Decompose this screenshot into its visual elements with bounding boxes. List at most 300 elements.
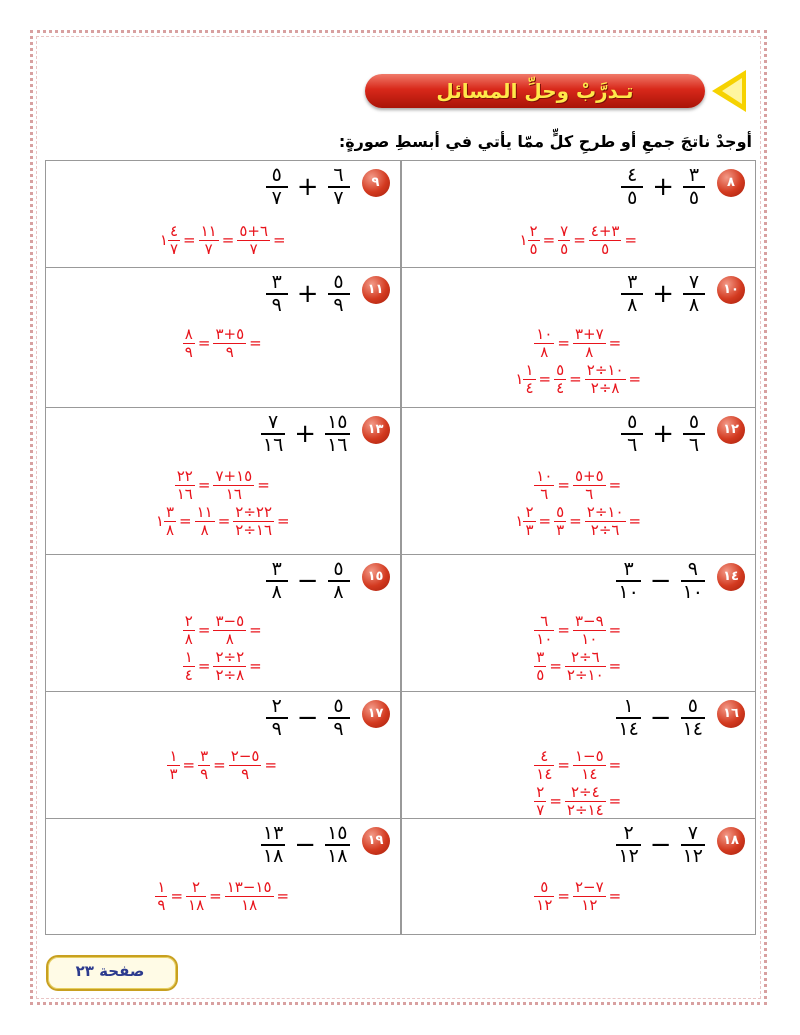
solution-line — [514, 504, 642, 538]
problem-cell — [401, 819, 757, 935]
mixed-number — [514, 504, 535, 538]
answer-fraction — [528, 223, 540, 257]
numerator: ١٠ — [536, 325, 553, 343]
mixed-number — [514, 362, 535, 396]
answer-fraction — [167, 748, 179, 782]
operator-sign: − — [296, 565, 319, 596]
numerator: ٨ — [184, 325, 193, 343]
equals-sign: = — [538, 512, 552, 530]
denominator: ٥ — [601, 239, 610, 258]
equals-sign: = — [264, 756, 278, 774]
numerator: ٢ — [525, 503, 534, 521]
answer-fraction — [554, 504, 566, 538]
numerator: ٩ — [687, 558, 698, 580]
denominator: ٤ — [556, 378, 565, 397]
answer-fraction — [233, 504, 274, 538]
solution-line — [183, 649, 263, 683]
denominator: ٥ — [560, 239, 569, 258]
numerator: ٥ — [688, 411, 700, 433]
answer-fraction — [168, 223, 180, 257]
equals-sign: = — [170, 887, 184, 905]
equals-sign: = — [608, 621, 622, 639]
operator-sign: − — [649, 829, 672, 860]
answer-fraction — [183, 326, 195, 360]
numerator: ١ — [525, 361, 534, 379]
answer-fraction — [585, 362, 626, 396]
denominator: ٨ — [184, 629, 193, 648]
equals-sign: = — [628, 370, 642, 388]
operand-fraction — [683, 412, 705, 456]
denominator: ١٠ — [536, 629, 553, 648]
denominator: ١٨ — [241, 895, 258, 914]
denominator: ٩ — [333, 717, 344, 740]
denominator: ٨ — [540, 342, 549, 361]
numerator: ١ — [157, 878, 166, 896]
numerator: ٢٢ — [176, 467, 193, 485]
equals-sign: = — [277, 512, 290, 530]
problems-grid — [45, 160, 756, 935]
solution-line — [534, 649, 622, 683]
solution-steps — [46, 326, 400, 362]
denominator: ٨ — [627, 293, 638, 316]
answer-fraction — [237, 223, 270, 257]
denominator: ١٤ — [581, 764, 598, 783]
operator-sign: − — [649, 565, 672, 596]
answer-fraction — [213, 613, 246, 647]
answer-fraction — [229, 748, 262, 782]
denominator: ١٠÷٢ — [566, 665, 604, 684]
denominator: ٥ — [529, 239, 538, 258]
problem-cell — [45, 268, 401, 408]
numerator: ٤ — [540, 747, 549, 765]
equals-sign: = — [608, 756, 622, 774]
numerator: ٢٢÷٢ — [235, 503, 273, 521]
numerator: ٥ — [627, 411, 638, 433]
denominator: ٩ — [200, 764, 209, 783]
equals-sign: = — [557, 887, 570, 905]
equals-sign: = — [608, 887, 622, 905]
numerator: ٣ — [688, 164, 700, 186]
numerator: ٦÷٢ — [570, 648, 600, 666]
denominator: ٧ — [536, 800, 545, 819]
answer-fraction — [534, 649, 546, 683]
solution-line — [534, 468, 622, 502]
equals-sign: = — [249, 657, 262, 675]
denominator: ٥ — [627, 186, 638, 209]
denominator: ١٤ — [682, 717, 703, 740]
operand-fraction — [266, 272, 288, 316]
answer-fraction — [573, 613, 606, 647]
answer-fraction — [558, 223, 570, 257]
solution-steps — [402, 879, 756, 915]
answer-fraction — [573, 468, 606, 502]
equals-sign: = — [608, 476, 622, 494]
operand-fraction — [328, 272, 350, 316]
numerator: ٥ — [687, 695, 698, 717]
answer-fraction — [534, 879, 554, 913]
solution-steps — [46, 613, 400, 685]
problem-number-badge: ١٦ — [717, 700, 745, 728]
equals-sign: = — [249, 621, 262, 639]
operator-sign: + — [652, 171, 674, 202]
denominator: ١٢ — [618, 844, 639, 867]
banner-arrow-highlight-icon — [722, 78, 742, 104]
operator-sign: + — [294, 418, 317, 449]
operator-sign: − — [649, 702, 672, 733]
problem-number-badge: ١٣ — [362, 416, 390, 444]
equals-sign: = — [182, 756, 196, 774]
whole-part: ١ — [519, 231, 528, 249]
answer-fraction — [534, 613, 554, 647]
equals-sign: = — [624, 231, 638, 249]
operand-fraction — [261, 412, 285, 456]
problem-cell — [45, 408, 401, 555]
numerator: ٤ — [169, 222, 179, 240]
solution-steps — [46, 748, 400, 784]
answer-fraction — [534, 468, 554, 502]
operator-sign: + — [296, 278, 319, 309]
problem-expression — [621, 412, 705, 456]
problem-expression — [621, 272, 705, 316]
denominator: ٨ — [165, 520, 174, 539]
equals-sign: = — [197, 657, 211, 675]
numerator: ١٥ — [327, 411, 348, 433]
numerator: ٢÷٢ — [215, 648, 245, 666]
denominator: ٩ — [333, 293, 344, 316]
operator-sign: − — [296, 702, 319, 733]
answer-fraction — [554, 362, 566, 396]
denominator: ٩ — [225, 342, 234, 361]
equals-sign: = — [569, 370, 582, 388]
denominator: ٨ — [585, 342, 594, 361]
answer-fraction — [195, 504, 215, 538]
banner-title: تـدرَّبْ وحلِّ المسائل — [436, 79, 634, 103]
numerator: ١٠÷٢ — [586, 361, 624, 379]
operand-fraction — [325, 412, 349, 456]
numerator: ٣ — [623, 558, 634, 580]
equals-sign: = — [557, 756, 570, 774]
denominator: ٧ — [333, 186, 344, 209]
operand-fraction — [616, 696, 640, 740]
problem-expression — [261, 823, 350, 867]
denominator: ٦ — [627, 433, 638, 456]
equals-sign: = — [213, 756, 226, 774]
denominator: ١٦÷٢ — [235, 520, 273, 539]
denominator: ١٢ — [581, 895, 598, 914]
numerator: ٧ — [688, 271, 700, 293]
answer-fraction — [213, 649, 246, 683]
operator-sign: + — [296, 171, 319, 202]
problem-cell — [45, 692, 401, 819]
denominator: ٥ — [688, 186, 700, 209]
denominator: ١٤÷٢ — [566, 800, 604, 819]
equals-sign: = — [197, 334, 211, 352]
numerator: ٧ — [687, 822, 698, 844]
denominator: ١٦ — [327, 433, 348, 456]
solution-steps — [402, 468, 756, 540]
equals-sign: = — [549, 657, 562, 675]
answer-fraction — [573, 748, 606, 782]
problem-cell — [45, 555, 401, 692]
problem-expression — [621, 165, 705, 209]
denominator: ١٢ — [536, 895, 553, 914]
denominator: ٤ — [184, 665, 193, 684]
answer-fraction — [523, 504, 535, 538]
numerator: ٥−٢ — [230, 747, 260, 765]
problem-cell — [401, 692, 757, 819]
answer-fraction — [534, 748, 554, 782]
numerator: ٤ — [627, 164, 638, 186]
answer-fraction — [213, 326, 246, 360]
numerator: ٥−١ — [574, 747, 604, 765]
answer-fraction — [565, 649, 606, 683]
mixed-number — [159, 223, 180, 257]
denominator: ٣ — [525, 520, 534, 539]
section-banner — [365, 70, 750, 116]
equals-sign: = — [557, 476, 570, 494]
problem-expression — [266, 696, 350, 740]
denominator: ٦ — [540, 484, 549, 503]
answer-fraction — [175, 468, 195, 502]
whole-part: ١ — [515, 370, 524, 388]
numerator: ٥ — [540, 878, 549, 896]
denominator: ٨ — [271, 580, 282, 603]
problem-number-badge: ١٥ — [362, 563, 390, 591]
operand-fraction — [621, 272, 643, 316]
operand-fraction — [621, 165, 643, 209]
denominator: ١٤ — [618, 717, 639, 740]
denominator: ٧ — [204, 239, 213, 258]
equals-sign: = — [209, 887, 222, 905]
equals-sign: = — [221, 231, 235, 249]
numerator: ١٥ — [327, 822, 348, 844]
denominator: ٥ — [536, 665, 545, 684]
numerator: ٣ — [165, 503, 174, 521]
numerator: ١٠÷٢ — [586, 503, 624, 521]
denominator: ٨ — [225, 629, 234, 648]
answer-fraction — [573, 326, 606, 360]
equals-sign: = — [573, 231, 586, 249]
numerator: ٢ — [529, 222, 538, 240]
problem-expression — [616, 559, 705, 603]
numerator: ٢ — [536, 783, 545, 801]
operand-fraction — [616, 559, 640, 603]
denominator: ٤ — [525, 378, 534, 397]
numerator: ١٥−١٣ — [226, 878, 272, 896]
numerator: ٤÷٢ — [570, 783, 600, 801]
solution-line — [183, 613, 263, 647]
denominator: ١٨ — [327, 844, 348, 867]
solution-steps — [46, 223, 400, 259]
numerator: ٥ — [333, 271, 344, 293]
denominator: ٨ — [688, 293, 700, 316]
solution-line — [155, 879, 290, 913]
numerator: ٥ — [556, 361, 565, 379]
answer-fraction — [225, 879, 274, 913]
problem-cell — [45, 819, 401, 935]
answer-fraction — [534, 326, 554, 360]
problem-expression — [616, 823, 705, 867]
denominator: ٩ — [241, 764, 250, 783]
problem-number-badge: ٨ — [717, 169, 745, 197]
numerator: ٧+٣ — [574, 325, 604, 343]
operand-fraction — [683, 272, 705, 316]
operand-fraction — [328, 696, 350, 740]
numerator: ٦ — [540, 612, 549, 630]
solution-line — [534, 613, 622, 647]
solution-line — [183, 326, 263, 360]
numerator: ٢ — [271, 695, 282, 717]
solution-line — [175, 468, 271, 502]
problem-number-badge: ٩ — [362, 169, 390, 197]
equals-sign: = — [276, 887, 290, 905]
solution-steps — [402, 748, 756, 820]
numerator: ٢ — [623, 822, 634, 844]
denominator: ٣ — [556, 520, 565, 539]
denominator: ٨÷٢ — [215, 665, 245, 684]
operand-fraction — [325, 823, 349, 867]
page-number-label: صفحة ٢٣ — [75, 962, 145, 980]
operand-fraction — [683, 165, 705, 209]
whole-part: ١ — [159, 231, 168, 249]
problem-number-badge: ١٨ — [717, 827, 745, 855]
solution-line — [155, 504, 291, 538]
answer-fraction — [523, 362, 535, 396]
numerator: ٧−٢ — [574, 878, 604, 896]
answer-fraction — [573, 879, 606, 913]
equals-sign: = — [273, 231, 286, 249]
denominator: ٧ — [169, 239, 179, 258]
problem-number-badge: ١١ — [362, 276, 390, 304]
numerator: ٣+٤ — [590, 222, 620, 240]
problem-number-badge: ١٠ — [717, 276, 745, 304]
numerator: ٦ — [333, 164, 344, 186]
numerator: ١٠ — [536, 467, 553, 485]
numerator: ٣ — [200, 747, 209, 765]
numerator: ١٣ — [262, 822, 284, 844]
denominator: ٨÷٢ — [590, 378, 620, 397]
numerator: ٦+٥ — [239, 222, 269, 240]
solution-line — [518, 223, 638, 257]
numerator: ٥ — [333, 558, 344, 580]
denominator: ٦ — [688, 433, 700, 456]
problem-number-badge: ١٢ — [717, 416, 745, 444]
equals-sign: = — [569, 512, 582, 530]
operand-fraction — [328, 559, 350, 603]
equals-sign: = — [217, 512, 231, 530]
operand-fraction — [266, 696, 288, 740]
operand-fraction — [621, 412, 643, 456]
operand-fraction — [266, 165, 288, 209]
answer-fraction — [565, 784, 606, 818]
denominator: ١٦ — [225, 484, 242, 503]
problem-cell — [45, 161, 401, 268]
answer-fraction — [199, 223, 219, 257]
equals-sign: = — [197, 476, 211, 494]
equals-sign: = — [542, 231, 556, 249]
denominator: ٦÷٢ — [590, 520, 620, 539]
numerator: ٢ — [184, 612, 193, 630]
numerator: ٣ — [627, 271, 638, 293]
operand-fraction — [681, 696, 705, 740]
numerator: ٢ — [192, 878, 201, 896]
numerator: ١٥+٧ — [215, 467, 253, 485]
denominator: ١٠ — [682, 580, 703, 603]
denominator: ١٤ — [536, 764, 553, 783]
equals-sign: = — [557, 621, 570, 639]
problem-cell — [401, 408, 757, 555]
answer-fraction — [186, 879, 206, 913]
numerator: ١ — [169, 747, 178, 765]
solution-steps — [46, 879, 400, 915]
answer-fraction — [183, 613, 195, 647]
answer-fraction — [155, 879, 167, 913]
equals-sign: = — [257, 476, 270, 494]
numerator: ١ — [623, 695, 634, 717]
denominator: ١٦ — [176, 484, 193, 503]
problem-number-badge: ١٤ — [717, 563, 745, 591]
equals-sign: = — [557, 334, 570, 352]
operator-sign: − — [294, 829, 317, 860]
solution-line — [159, 223, 287, 257]
solution-line — [534, 784, 622, 818]
problem-expression — [266, 559, 350, 603]
operator-sign: + — [652, 418, 674, 449]
denominator: ٩ — [271, 717, 282, 740]
numerator: ٣ — [271, 558, 282, 580]
denominator: ١٢ — [682, 844, 703, 867]
equals-sign: = — [608, 334, 622, 352]
problem-cell — [401, 161, 757, 268]
equals-sign: = — [249, 334, 262, 352]
equals-sign: = — [197, 621, 211, 639]
solution-line — [514, 362, 642, 396]
answer-fraction — [534, 784, 546, 818]
solution-line — [534, 879, 622, 913]
numerator: ٣ — [536, 648, 545, 666]
problem-expression — [261, 412, 350, 456]
numerator: ٧ — [267, 411, 279, 433]
answer-fraction — [585, 504, 626, 538]
problem-cell — [401, 268, 757, 408]
problem-expression — [266, 165, 350, 209]
instructions-text: أوجدْ ناتجَ جمعِ أو طرحِ كلٍّ ممّا يأتي في أبسطِ صورةٍ: — [338, 132, 752, 151]
numerator: ٧ — [560, 222, 569, 240]
whole-part: ١ — [515, 512, 524, 530]
problem-expression — [616, 696, 705, 740]
denominator: ٣ — [169, 764, 178, 783]
numerator: ٥+٥ — [574, 467, 604, 485]
problem-number-badge: ١٧ — [362, 700, 390, 728]
denominator: ٩ — [271, 293, 282, 316]
numerator: ١ — [184, 648, 193, 666]
operator-sign: + — [652, 278, 674, 309]
operand-fraction — [266, 559, 288, 603]
equals-sign: = — [179, 512, 192, 530]
mixed-number — [518, 223, 539, 257]
problem-cell — [401, 555, 757, 692]
numerator: ٥ — [556, 503, 565, 521]
problem-expression — [266, 272, 350, 316]
numerator: ٥ — [271, 164, 282, 186]
operand-fraction — [681, 823, 705, 867]
solution-steps — [402, 326, 756, 398]
equals-sign: = — [608, 792, 622, 810]
denominator: ٧ — [249, 239, 258, 258]
whole-part: ١ — [155, 512, 164, 530]
denominator: ٩ — [184, 342, 193, 361]
equals-sign: = — [549, 792, 562, 810]
